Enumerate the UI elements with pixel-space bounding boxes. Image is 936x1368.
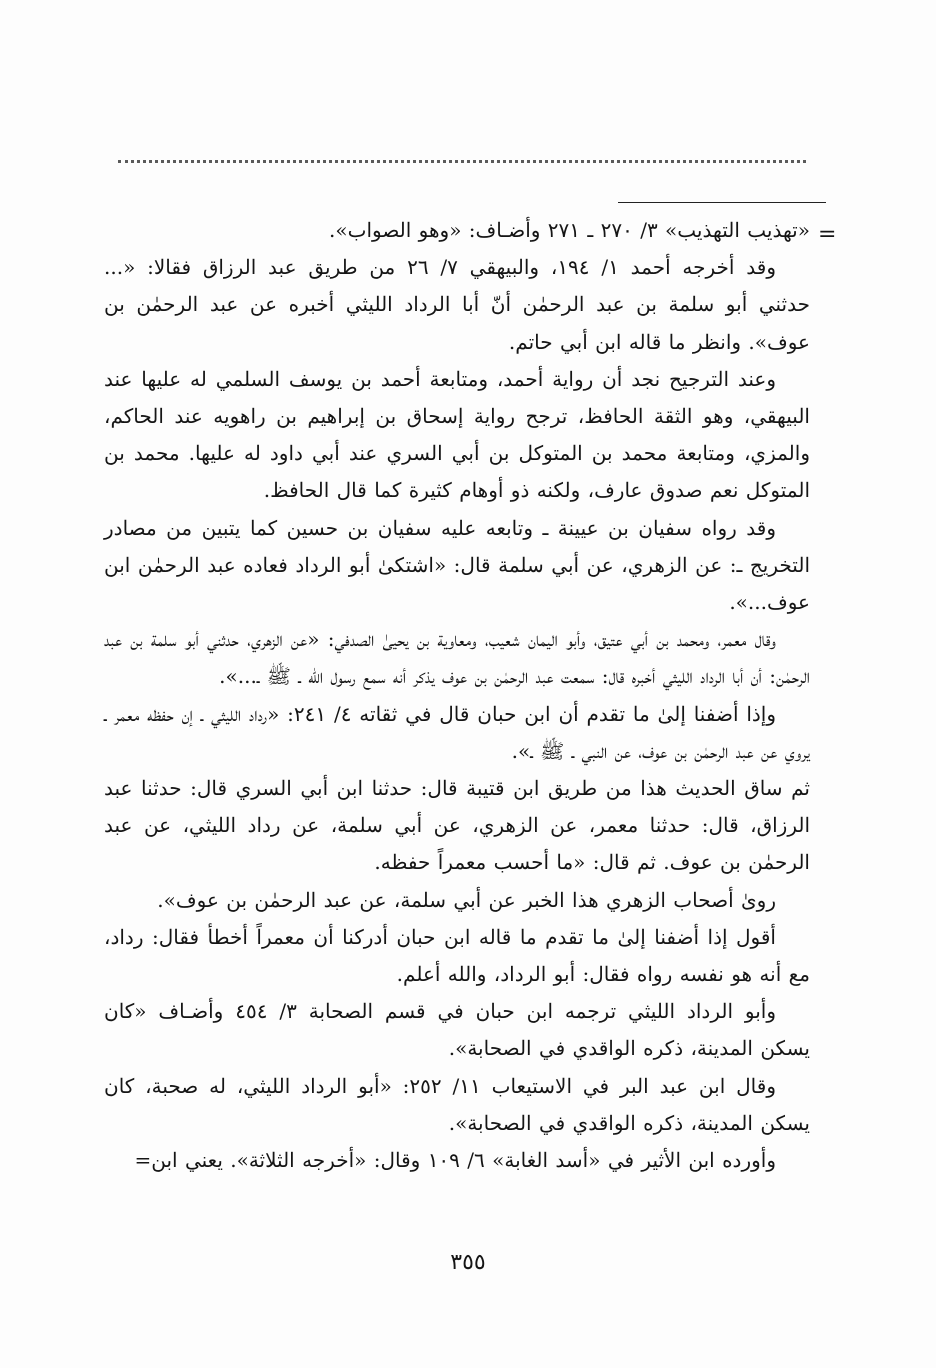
- paragraph-8: رویٰ أصحاب الزهري هذا الخبر عن أبي سلمة، عن عبد الرحمٰن بن عوف».: [157, 887, 776, 912]
- paragraph-10: وأبو الرداد الليثي ترجمه ابن حبان في قسم الصحابة ٣/ ٤٥٤ وأضـاف «كان يسكن المدينة، ذكره الواقدي في الصحابة».: [104, 999, 810, 1061]
- paragraph-9: أقول إذا أضفنا إلىٰ ما تقدم ما قاله ابن حبان أدركنا أن معمراً أخطأ فقال: رداد، مع أنه هو نفسه رواه فقال: أبو الرداد، والله أعلم.: [104, 924, 810, 987]
- paragraph-12: وأورده ابن الأثير في «أسد الغابة» ٦/ ١٠٩ وقال: «أخرجه الثلاثة». يعني ابن=: [134, 1148, 776, 1173]
- footnote-text-block: [104, 212, 810, 1179]
- paragraph-7: ثم ساق الحديث هذا من طريق ابن قتيبة قال: حدثنا ابن أبي السري قال: حدثنا عبد الرزاق، قال: حدثنا معمر، عن الزهري، عن أبي سلمة، عن رداد الليثي، عن عبد الرحمٰن بن عوف. ثم قال: «ما أحسب معمراً حفظه.: [104, 776, 810, 875]
- header-dotted-rule: [118, 160, 806, 163]
- paragraph-3: وعند الترجيح نجد أن رواية أحمد، ومتابعة أحمد بن يوسف السلمي له عليها عند البيهقي، وهو الثقة الحافظ، ترجح رواية إسحاق بن إبراهيم بن راهويه عند الحاكم، والمزي، ومتابعة محمد بن المتوكل بن أبي السري عند أبي داود له عليها. محمد بن المتوكل نعم صدوق عارف، ولكنه ذو أوهام كثيرة كما قال الحافظ.: [104, 366, 810, 503]
- paragraph-2: وقد أخرجه أحمد ١/ ١٩٤، والبيهقي ٧/ ٢٦ من طريق عبد الرزاق فقالا: «... حدثني أبو سلمة بن عبد الرحمٰن أنّ أبا الرداد الليثي أخبره عن عبد الرحمٰن بن عوف». وانظر ما قاله ابن أبي حاتم.: [104, 255, 810, 354]
- paragraph-5: وقال معمر، ومحمد بن أبي عتيق، وأبو اليمان شعيب، ومعاوية بن يحيىٰ الصدفي: «عن الزهري، حدثني أبو سلمة بن عبد الرحمٰن: أن أبا الرداد الليثي أخبره قال: سمعت عبد الرحمٰن بن عوف يذكر أنه سمع رسول الله ـ ﷺ ـ...».: [104, 627, 810, 689]
- paragraph-1: «تهذيب التهذيب» ٣/ ٢٧٠ ـ ٢٧١ وأضـاف: «وهو الصواب».: [329, 218, 810, 242]
- paragraph-4: وقد رواه سفيان بن عيينة ـ وتابعه عليه سفيان بن حسين كما يتبين من مصادر التخريج ـ: عن الزهري، عن أبي سلمة قال: «اشتكىٰ أبو الرداد فعاده عبد الرحمٰن ابن عوف...».: [104, 515, 810, 615]
- paragraph-11: وقال ابن عبد البر في الاستيعاب ١١/ ٢٥٢: «أبو الرداد الليثي، له صحبة، كان يسكن المدينة، ذكره الواقدي في الصحابة».: [104, 1073, 810, 1135]
- continuation-mark: =: [818, 222, 837, 247]
- footnote-separator-rule: [618, 202, 826, 203]
- paragraph-6: وإذا أضفنا إلىٰ ما تقدم أن ابن حبان قال في ثقاته ٤/ ٢٤١: «رداد الليثي ـ إن حفظه معمر ـ يروي عن عبد الرحمٰن بن عوف، عن النبي ـ ﷺ ـ».: [104, 701, 810, 763]
- page-number: ٣٥٥: [450, 1250, 486, 1275]
